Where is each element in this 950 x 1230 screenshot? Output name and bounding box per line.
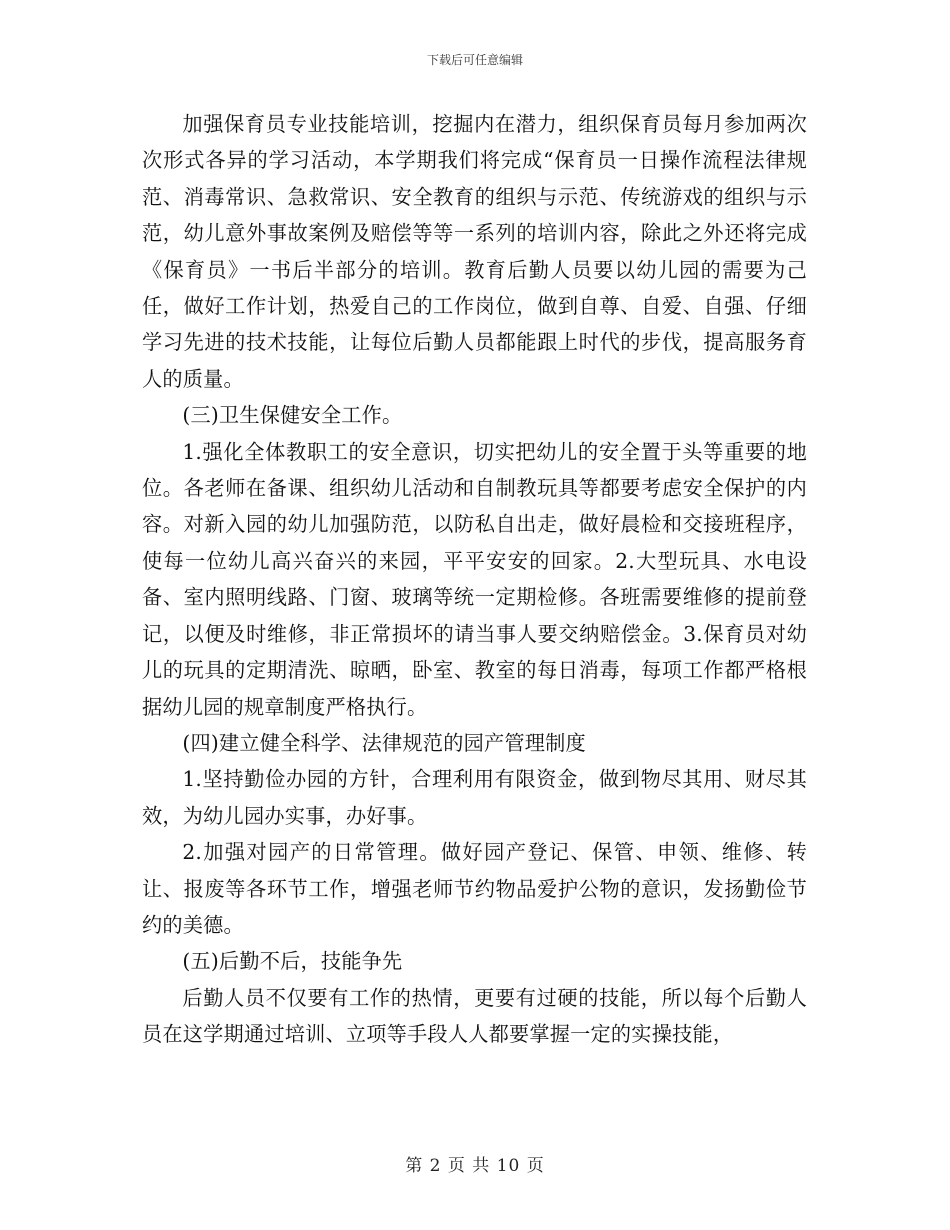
paragraph-daily-management: 2.加强对园产的日常管理。做好园产登记、保管、申领、维修、转让、报废等各环节工作，增强老师节约物品爱护公物的意识，发扬勤俭节约的美德。 [142, 840, 807, 937]
page-header: 下载后可任意编辑 [426, 53, 523, 67]
section-heading-health-safety: (三)卫生保健安全工作。 [182, 403, 403, 428]
paragraph-frugal-policy: 1.坚持勤俭办园的方针，合理利用有限资金，做到物尽其用、财尽其效，为幼儿园办实事，办好事。 [142, 767, 807, 828]
document-body [142, 106, 807, 1053]
page-number: 第 2 页 共 10 页 [405, 1156, 545, 1176]
section-heading-logistics-skills: (五)后勤不后，技能争先 [182, 949, 403, 974]
paragraph-safety-measures: 1.强化全体教职工的安全意识，切实把幼儿的安全置于头等重要的地位。各老师在备课、组织幼儿活动和自制教玩具等都要考虑安全保护的内容。对新入园的幼儿加强防范，以防私自出走，做好晨检和交接班程序，使每一位幼儿高兴奋兴的来园，平平安安的回家。2.大型玩具、水电设备、室内照明线路、门窗、玻璃等统一定期检修。各班需要维修的提前登记，以便及时维修，非正常损坏的请当事人要交纳赔偿金。3.保育员对幼儿的玩具的定期清洗、晾晒，卧室、教室的每日消毒，每项工作都严格根据幼儿园的规章制度严格执行。 [142, 439, 807, 719]
section-heading-property-management: (四)建立健全科学、法律规范的园产管理制度 [182, 730, 586, 755]
paragraph-training: 加强保育员专业技能培训，挖掘内在潜力，组织保育员每月参加两次次形式各异的学习活动，本学期我们将完成“保育员一日操作流程法律规范、消毒常识、急救常识、安全教育的组织与示范、传统游戏的组织与示范，幼儿意外事故案例及赔偿等等一系列的培训内容，除此之外还将完成《保育员》一书后半部分的培训。教育后勤人员要以幼儿园的需要为己任，做好工作计划，热爱自己的工作岗位，做到自尊、自爱、自强、仔细学习先进的技术技能，让每位后勤人员都能跟上时代的步伐，提高服务育人的质量。 [142, 112, 807, 391]
paragraph-logistics-staff: 后勤人员不仅要有工作的热情，更要有过硬的技能，所以每个后勤人员在这学期通过培训、立项等手段人人都要掌握一定的实操技能， [142, 985, 807, 1047]
